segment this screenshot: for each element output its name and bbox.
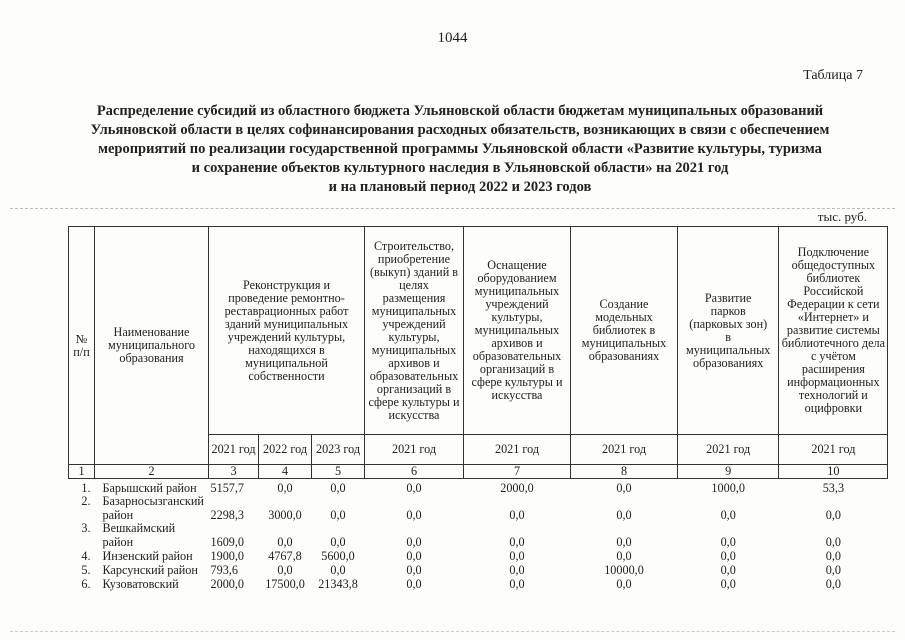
cell-value: 0,0: [720, 534, 736, 549]
cell-value: 1000,0: [711, 480, 745, 495]
header-equipment: Оснащение оборудованием муниципальных учреждений культуры, муниципальных архивов и образовательных организаций в сфере культуры и искусства: [464, 227, 571, 435]
title-line: и на плановый период 2022 и 2023 годов: [328, 179, 592, 195]
cell-value: 0,0: [720, 576, 736, 591]
subsidy-table: [68, 226, 888, 591]
table-row: [69, 577, 888, 591]
row-name: Базарносызганский: [102, 494, 204, 508]
cell-value: 0,0: [330, 480, 346, 495]
cell-value: 2000,0: [500, 480, 534, 495]
header-year-2021-col9: 2021 год: [678, 435, 779, 465]
row-name: Карсунский район: [102, 562, 198, 577]
document-title: [60, 102, 860, 197]
table-row: [69, 479, 888, 495]
table-row-top: [69, 522, 888, 535]
cell-value: 0,0: [616, 507, 632, 522]
scan-rule-bottom: [10, 631, 895, 632]
cell-value: 0,0: [825, 534, 841, 549]
cell-value: 0,0: [330, 507, 346, 522]
cell-value: 0,0: [277, 562, 293, 577]
header-year-2022: 2022 год: [259, 435, 312, 465]
cell-value: 3000,0: [268, 507, 302, 522]
cell-value: 2298,3: [210, 507, 245, 522]
row-number: 2.: [81, 494, 91, 508]
table-row: [69, 535, 888, 549]
col-number: 10: [779, 465, 888, 479]
table-row-top: [69, 495, 888, 508]
cell-value: 0,0: [616, 576, 632, 591]
row-number: 4.: [81, 548, 91, 563]
cell-value: 0,0: [406, 507, 422, 522]
header-year-2021: 2021 год: [209, 435, 259, 465]
cell-value: 5157,7: [210, 480, 245, 495]
row-number: 6.: [81, 576, 91, 591]
row-number: 1.: [81, 480, 91, 495]
cell-value: 0,0: [509, 534, 525, 549]
row-name: Вешкаймский: [102, 521, 176, 535]
col-number: 5: [312, 465, 365, 479]
header-year-2021-col7: 2021 год: [464, 435, 571, 465]
row-name-cont: район: [102, 507, 134, 522]
header-year-2023: 2023 год: [312, 435, 365, 465]
col-number: 8: [571, 465, 678, 479]
col-number: 4: [259, 465, 312, 479]
cell-value: 21343,8: [318, 576, 358, 591]
column-number-row: [69, 465, 888, 479]
cell-value: 0,0: [825, 576, 841, 591]
col-number: 6: [365, 465, 464, 479]
row-name-cont: район: [102, 534, 134, 549]
col-number: 2: [95, 465, 209, 479]
col-number: 7: [464, 465, 571, 479]
cell-value: 0,0: [720, 562, 736, 577]
cell-value: 17500,0: [265, 576, 305, 591]
row-name: Кузоватовский: [102, 576, 179, 591]
header-year-2021-col10: 2021 год: [779, 435, 888, 465]
cell-value: 53,3: [822, 480, 845, 495]
header-year-2021-col6: 2021 год: [365, 435, 464, 465]
cell-value: 0,0: [825, 562, 841, 577]
cell-value: 0,0: [406, 480, 422, 495]
header-reconstruction: Реконструкция и проведение ремонтно-реставрационных работ зданий муниципальных учреждений культуры, находящихся в муниципальной собственности: [209, 227, 365, 435]
cell-value: 0,0: [825, 548, 841, 563]
cell-value: 0,0: [406, 548, 422, 563]
cell-value: 0,0: [825, 507, 841, 522]
title-line: Ульяновской области в целях софинансирования расходных обязательств, возникающих в связи с обеспечением: [90, 122, 830, 138]
cell-value: 793,6: [210, 562, 238, 577]
cell-value: 0,0: [277, 534, 293, 549]
cell-value: 0,0: [509, 576, 525, 591]
col-number: 9: [678, 465, 779, 479]
cell-value: 0,0: [509, 548, 525, 563]
cell-value: 0,0: [616, 534, 632, 549]
cell-value: 0,0: [406, 576, 422, 591]
cell-value: 10000,0: [604, 562, 644, 577]
header-name: Наименование муниципального образования: [95, 227, 209, 465]
cell-value: 1609,0: [210, 534, 245, 549]
col-number: 1: [69, 465, 95, 479]
cell-value: 0,0: [616, 480, 632, 495]
table-row: [69, 563, 888, 577]
scan-rule: [10, 208, 895, 209]
cell-value: 5600,0: [321, 548, 355, 563]
col-number: 3: [209, 465, 259, 479]
page-number: 1044: [437, 30, 468, 46]
cell-value: 0,0: [509, 562, 525, 577]
cell-value: 0,0: [406, 534, 422, 549]
header-year-2021-col8: 2021 год: [571, 435, 678, 465]
row-name: Инзенский район: [102, 548, 193, 563]
cell-value: 2000,0: [210, 576, 245, 591]
cell-value: 0,0: [720, 507, 736, 522]
row-number: 5.: [81, 562, 91, 577]
cell-value: 1900,0: [210, 548, 245, 563]
cell-value: 0,0: [330, 534, 346, 549]
cell-value: 0,0: [616, 548, 632, 563]
title-line: мероприятий по реализации государственной программы Ульяновской области «Развитие культуры, туризма: [98, 141, 822, 157]
cell-value: 0,0: [330, 562, 346, 577]
cell-value: 0,0: [509, 507, 525, 522]
title-line: и сохранение объектов культурного наследия в Ульяновской области» на 2021 год: [191, 160, 729, 176]
row-name: Барышский район: [102, 480, 197, 495]
header-internet: Подключение общедоступных библиотек Российской Федерации к сети «Интернет» и развитие системы библиотечного дела с учётом расширения информационных технологий и оцифровки: [779, 227, 888, 435]
cell-value: 0,0: [406, 562, 422, 577]
header-num: № п/п: [69, 227, 95, 465]
row-number: 3.: [81, 521, 91, 535]
title-line: Распределение субсидий из областного бюджета Ульяновской области бюджетам муниципальных образований: [96, 103, 824, 119]
table-label: Таблица 7: [803, 68, 863, 83]
cell-value: 0,0: [720, 548, 736, 563]
table-row: [69, 549, 888, 563]
cell-value: 0,0: [277, 480, 293, 495]
units-label: тыс. руб.: [817, 209, 867, 224]
header-libraries: Создание модельных библиотек в муниципальных образованиях: [571, 227, 678, 435]
header-parks: Развитие парков (парковых зон) в муниципальных образованиях: [678, 227, 779, 435]
header-construction: Строительство, приобретение (выкуп) зданий в целях размещения муниципальных учреждений культуры, муниципальных архивов и образовательных организаций в сфере культуры и искусства: [365, 227, 464, 435]
table-row: [69, 508, 888, 522]
cell-value: 4767,8: [268, 548, 302, 563]
